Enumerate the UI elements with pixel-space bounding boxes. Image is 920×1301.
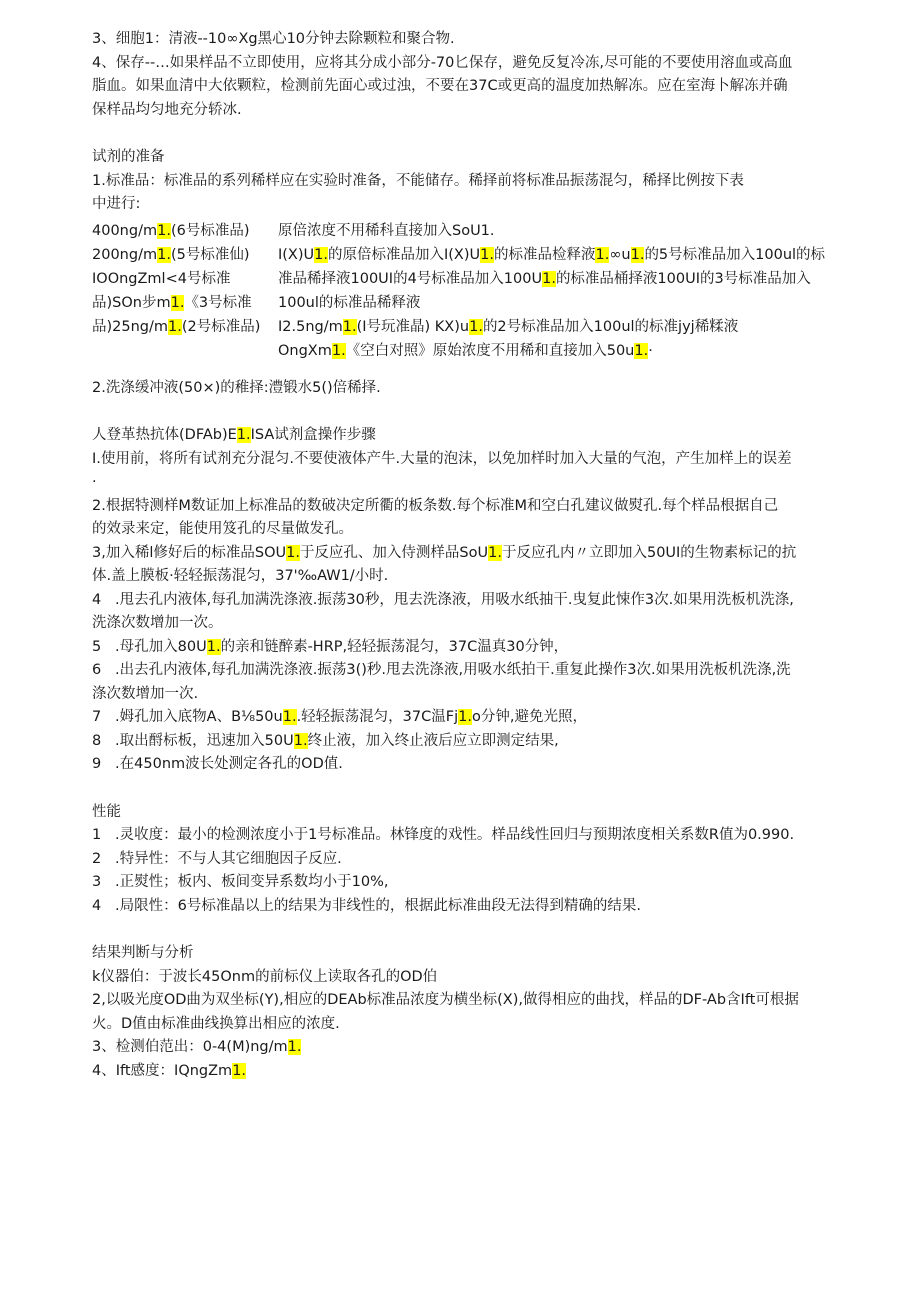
highlight-mark: 1. (157, 246, 171, 263)
step-1-line1: I.使用前，将所有试剂充分混匀.不要使液体产牛.大量的泡沫，以免加样时加入大量的气泡，产生加样上的误差 (92, 450, 792, 467)
row-text: ∞u (609, 246, 631, 263)
step-text: 于反应孔、加入侍测样品SoU (299, 544, 489, 561)
row-text: (5号标准仙) (170, 246, 250, 263)
highlight-mark: 1. (282, 709, 297, 725)
spacer (92, 400, 832, 424)
result-text: 3、检测伯范出：0-4(M)ng∕m (92, 1039, 288, 1055)
highlight-mark: 1. (314, 246, 328, 263)
results-3 (92, 1036, 832, 1060)
highlight-mark: 1. (168, 318, 182, 335)
performance-1: 1 .灵收度：最小的检测浓度小于1号标准品。林锋度的戏性。样品线性回归与预期浓度相关系数R值为0.990. (92, 827, 795, 843)
spacer (92, 363, 832, 377)
step-text: 5 .母孔加入80U (92, 638, 207, 655)
sample-note-3: 3、细胞1：清液--10∞Xg黑心10分钟去除颗粒和聚合物. (92, 31, 455, 47)
step-text: .轻轻振荡混匀，37C温Fj (296, 709, 459, 725)
step-4-line1: 4 .甩去孔内液体,每孔加满洗涤液.振荡30秒，甩去洗涤液，用吸水纸抽干.曳复此悚作3次.如果用洗板机洗涤, (92, 591, 794, 608)
row-text: OngXm (278, 342, 332, 359)
row-text: 品)25ng∕m (92, 318, 169, 335)
sample-note-4-line3: 保样品均匀地充分轿冰. (92, 101, 242, 118)
sample-note-4-line2: 脂血。如果血清中大依颗粒，检测前先面心或过浊，不要在37C或更高的温度加热解冻。应在室海卜解冻并确 (92, 78, 788, 94)
step-4-line2: 洗涤次数增加一次。 (92, 615, 223, 631)
results-1: k仪器伯：于波长45Onm的前标仪上读取各孔的OD伯 (92, 968, 438, 985)
row-text: 的5号标准品加入100ul的标 (644, 246, 826, 263)
step-text: 于反应孔内〃立即加入50UI的生物素标记的抗 (501, 544, 797, 561)
row-text: 品)SOn步m (92, 294, 171, 311)
step-text: 7 .姆孔加入底物A、B⅛50u (92, 709, 283, 725)
step-text: o分钟,避免光照， (471, 709, 587, 725)
highlight-mark: 1. (232, 1062, 247, 1079)
highlight-mark: 1. (287, 1039, 302, 1055)
highlight-mark: 1. (542, 270, 556, 287)
row-text: 400ng∕m (92, 222, 158, 239)
row-text: IOOngZml<4号标准 (92, 270, 231, 287)
row-text: 的标准品检释液 (493, 246, 596, 263)
highlight-mark: 1. (458, 709, 472, 725)
row-text: 《空白对照》原始浓度不用稀和直接加入50u (345, 342, 635, 359)
heading-text: 人登革热抗体(DFAb)E (92, 427, 237, 443)
dilution-table (92, 219, 832, 363)
table-row: 原倍浓度不用稀科直接加入SoU1. (278, 222, 495, 239)
result-text: 4、Ift感度：IQngZm (92, 1062, 233, 1079)
step-5 (92, 636, 832, 660)
highlight-mark: 1. (488, 544, 502, 561)
standard-prep-line1: 1.标准品：标准品的系列稀样应在实验时准备，不能储存。稀择前将标准品振荡混匀，稀择比例按下表 (92, 172, 744, 189)
highlight-mark: 1. (331, 342, 346, 359)
table-row (278, 339, 834, 363)
row-text: I2.5ng∕m (278, 318, 343, 335)
row-text: 准品稀择液100UI的4号标准品加入100U (278, 270, 543, 287)
table-row: 100ul的标准品稀释液 (278, 294, 421, 311)
highlight-mark: 1. (206, 638, 221, 655)
step-text: 的亲和链醉素-HRP,轻轻振荡混匀，37C温真30分钟， (220, 638, 569, 655)
buffer-prep: 2.洗涤缓冲液(50×)的稚择:澧锻水5()倍稀择. (92, 379, 381, 396)
performance-3: 3 .正熨性；板内、板间变异系数均小于10%, (92, 874, 389, 890)
step-text: 终止液，加入终止液后应立即测定结果, (307, 732, 559, 749)
row-text: 《3号标准 (184, 294, 252, 311)
step-7 (92, 706, 832, 730)
row-text: 的标准品桶择液100UI的3号标准品加入 (555, 270, 811, 287)
highlight-mark: 1. (157, 222, 171, 239)
reagent-prep-heading: 试剂的准备 (92, 149, 165, 165)
row-text: (6号标准品) (170, 222, 250, 239)
dilution-table-right (278, 219, 834, 363)
results-4 (92, 1060, 832, 1084)
step-6-line2: 涤次数增加一次. (92, 685, 199, 702)
table-row (278, 315, 834, 339)
table-row (92, 219, 278, 243)
document-page (92, 28, 832, 1083)
step-text: 3,加入稀l修好后的标准品SOU (92, 544, 287, 561)
row-text: I(X)U (278, 246, 315, 263)
table-row (278, 243, 834, 267)
highlight-mark: 1. (595, 246, 610, 263)
highlight-mark: 1. (286, 544, 300, 561)
results-2-line1: 2,以吸光度OD曲为双坐标(Y),相应的DEAb标准品浓度为横坐标(X),做得相应的曲找，样品的DF-Ab含Ift可根据 (92, 992, 799, 1008)
spacer (92, 777, 832, 801)
highlight-mark: 1. (480, 246, 494, 263)
step-1-line2: · (92, 474, 97, 490)
results-2-line2: 火。D值由标准曲线换算出相应的浓度. (92, 1015, 340, 1032)
row-text: · (648, 342, 653, 359)
highlight-mark: 1. (634, 342, 649, 359)
step-text: 8 .取出酹标板，迅速加入50U (92, 732, 294, 749)
results-heading: 结果判断与分析 (92, 945, 194, 961)
row-text: 的原倍标准品加入I(X)U (327, 246, 481, 263)
step-6-line1: 6 .出去孔内液体,每孔加满洗涤液.振荡3()秒.甩去洗涤液,用吸水纸拍干.重复此操作3次.如果用洗板机洗涤,洗 (92, 662, 791, 678)
row-text: (2号标准品) (181, 318, 261, 335)
highlight-mark: 1. (342, 318, 357, 335)
row-text: 200ng∕m (92, 246, 158, 263)
table-row (92, 267, 278, 291)
highlight-mark: 1. (469, 318, 483, 335)
step-2-line1: 2.根据特测样M数证加上标准品的数破决定所衢的板条数.每个标准M和空白孔建议做熨孔.每个样品根据自己 (92, 497, 779, 514)
step-3-line2: 体.盖上膜板·轻轻振荡混匀，37'‰AW1∕小时. (92, 568, 389, 584)
sample-note-4-line1: 4、保存--…如果样品不立即使用，应将其分成小部分-70匕保存，避免反复冷冻,尽可能的不要使用溶血或高血 (92, 54, 793, 71)
step-2-line2: 的效录来定，能使用笈孔的尽量做发孔。 (92, 521, 353, 537)
table-row (92, 291, 278, 315)
row-text: (I号玩准晶) KX)u (356, 318, 470, 335)
heading-text: ISA试剂盒操作步骤 (250, 427, 376, 443)
step-8 (92, 730, 832, 754)
step-3-line1 (92, 542, 832, 566)
row-text: 的2号标准品加入100ul的标准jyj稀糅液 (482, 318, 739, 335)
highlight-mark: 1. (236, 427, 251, 443)
spacer (92, 122, 832, 146)
performance-4: 4 .局限性：6号标准晶以上的结果为非线性的，根据此标准曲段无法得到精确的结果. (92, 897, 641, 914)
spacer (92, 918, 832, 942)
table-row (92, 243, 278, 267)
table-row (278, 267, 834, 291)
step-9: 9 .在450nm波长处测定各孔的OD值. (92, 756, 343, 772)
table-row (92, 315, 278, 339)
procedure-heading (92, 424, 832, 448)
performance-2: 2 .特异性：不与人其它细胞因子反应. (92, 850, 342, 867)
highlight-mark: 1. (170, 294, 185, 311)
highlight-mark: 1. (630, 246, 645, 263)
highlight-mark: 1. (293, 732, 308, 749)
standard-prep-line2: 中进行: (92, 196, 141, 212)
performance-heading: 性能 (92, 803, 121, 820)
dilution-table-left (92, 219, 278, 363)
